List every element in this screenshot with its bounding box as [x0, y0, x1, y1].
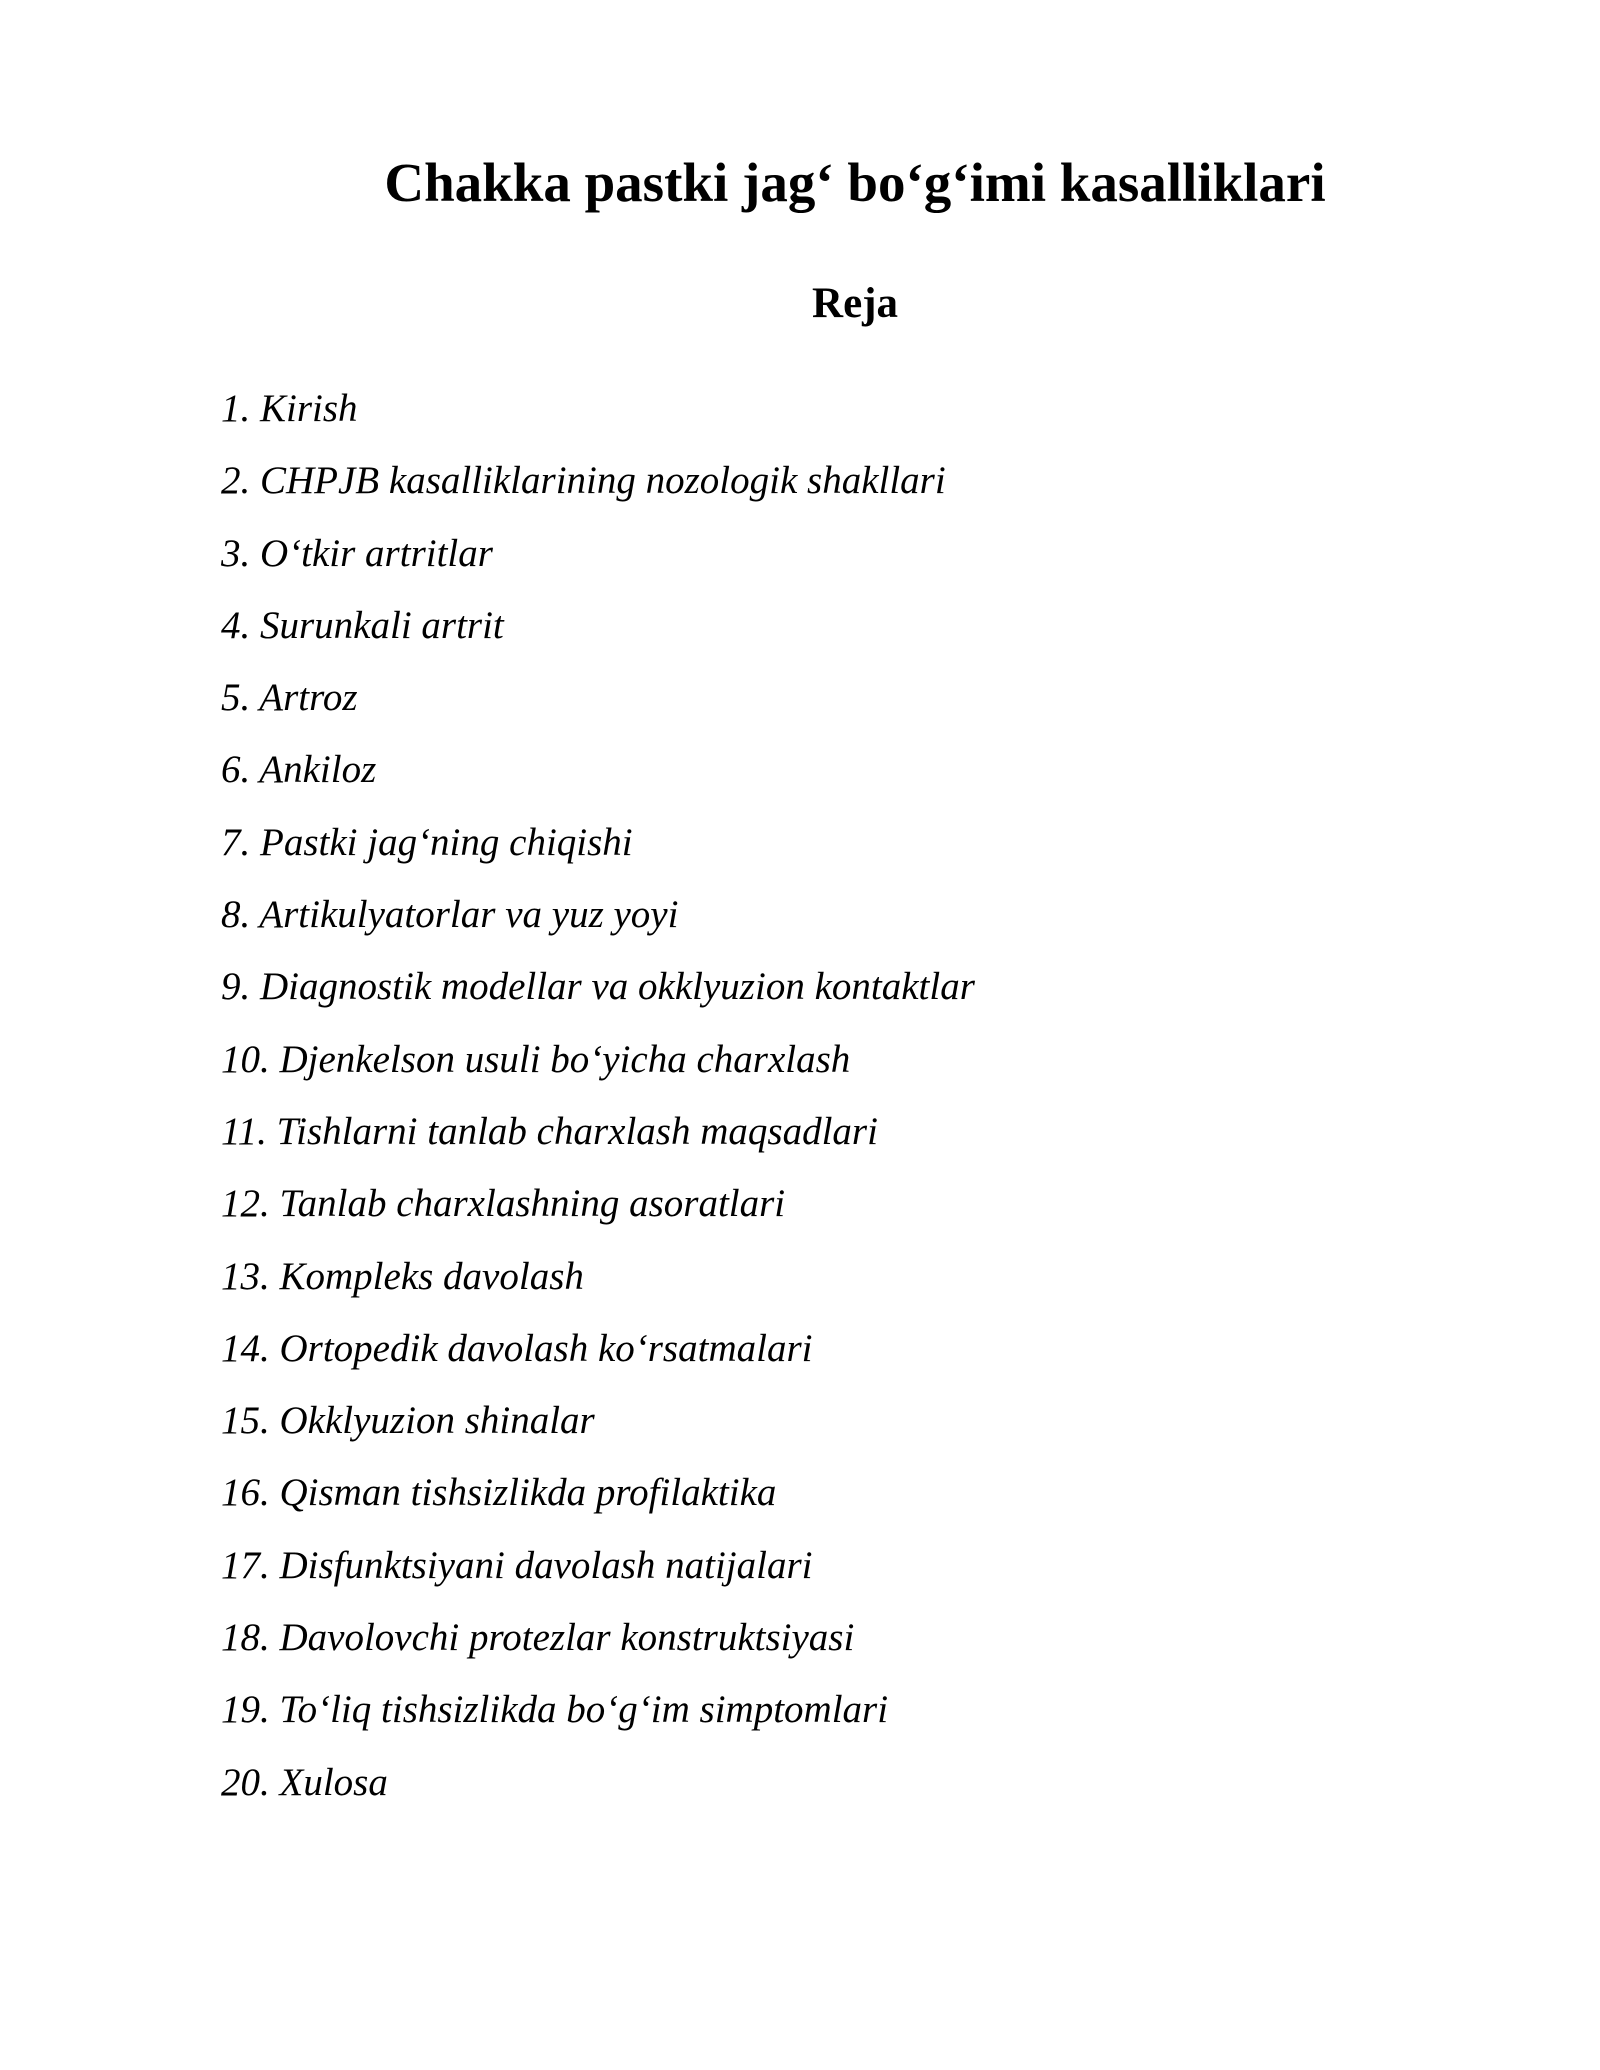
plan-item: 15. Okklyuzion shinalar [221, 1399, 595, 1443]
plan-item: 5. Artroz [221, 676, 358, 720]
plan-item: 8. Artikulyatorlar va yuz yoyi [221, 893, 679, 937]
document-title: Chakka pastki jag‘ bo‘g‘imi kasalliklari [384, 152, 1326, 213]
plan-item: 1. Kirish [221, 387, 358, 430]
plan-item: 17. Disfunktsiyani davolash natijalari [221, 1543, 813, 1587]
plan-list [221, 385, 975, 1831]
plan-item: 13. Kompleks davolash [221, 1254, 584, 1298]
plan-item: 3. O‘tkir artritlar [221, 531, 493, 575]
plan-item: 16. Qisman tishsizlikda profilaktika [221, 1471, 777, 1515]
plan-item: 11. Tishlarni tanlab charxlash maqsadlari [221, 1109, 878, 1153]
plan-item: 9. Diagnostik modellar va okklyuzion kontaktlar [221, 965, 975, 1009]
plan-heading: Reja [812, 280, 898, 327]
plan-item: 12. Tanlab charxlashning asoratlari [221, 1182, 786, 1226]
plan-item: 2. CHPJB kasalliklarining nozologik shakllari [221, 459, 946, 503]
plan-item: 4. Surunkali artrit [221, 603, 504, 647]
plan-item: 18. Davolovchi protezlar konstruktsiyasi [221, 1616, 855, 1660]
plan-item: 10. Djenkelson usuli bo‘yicha charxlash [221, 1037, 851, 1081]
plan-item: 6. Ankiloz [221, 748, 377, 792]
plan-item: 19. To‘liq tishsizlikda bo‘g‘im simptomlari [221, 1688, 889, 1732]
plan-item: 7. Pastki jag‘ning chiqishi [221, 820, 633, 864]
plan-item: 14. Ortopedik davolash ko‘rsatmalari [221, 1326, 813, 1370]
plan-item: 20. Xulosa [221, 1760, 388, 1804]
